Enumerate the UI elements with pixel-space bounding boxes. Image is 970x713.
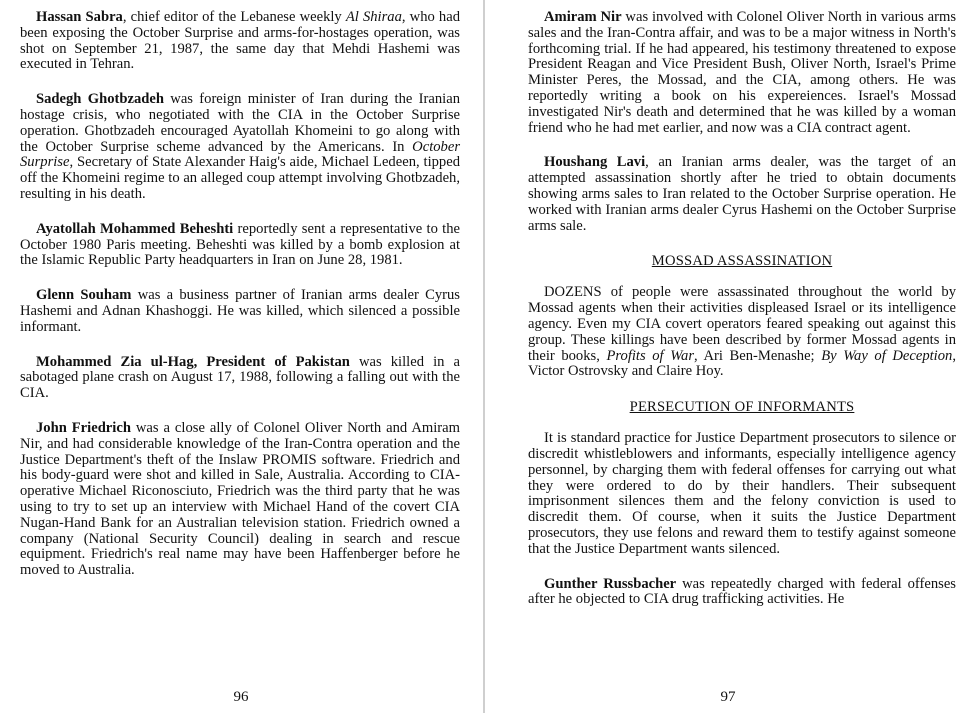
paragraph-john-friedrich: John Friedrich was a close ally of Colonel Oliver North and Amiram Nir, and had considerable knowledge of the Iran-Contra operation and the Justice Department's theft of the Inslaw PROMIS software. Friedrich and his body-guard were shot and killed in Sale, Australia. According to CIA-operative Michael Riconosciuto, Friedrich was the third party that he was using to try to set up an interview with Michael Hand of the covert CIA Nugan-Hand Bank for an Australian television station. Friedrich owned a company (National Security Council) dealing in search and rescue equipment. Friedrich's real name may have been Haffenberger before he moved to Australia. bbox=[20, 419, 460, 579]
paragraph-amiram-nir: Amiram Nir was involved with Colonel Oliver North in various arms sales and the Iran-Contra affair, and was to be a major witness in North's forthcoming trial. If he had appeared, his testimony threatened to expose President Reagan and Vice President Bush, Oliver North, Israel's Prime Minister Peres, the Mossad, and the CIA, among others. He was reportedly writing a book on his expereiences. Israel's Mossad investigated Nir's death and determined that he was killed by a woman friend who he had met earlier, and now was a CIA contract agent. bbox=[528, 9, 956, 136]
section-heading-mossad: MOSSAD ASSASSINATION bbox=[651, 253, 833, 270]
page-number-right: 97 bbox=[720, 689, 736, 705]
paragraph-glenn-souham: Glenn Souham was a business partner of Iranian arms dealer Cyrus Hashemi and Adnan Khashoggi. He was killed, which silenced a possible informant. bbox=[20, 287, 460, 335]
paragraph-houshang-lavi: Houshang Lavi, an Iranian arms dealer, was the target of an attempted assassination shortly after he tried to obtain documents showing arms sales to Iran related to the October Surprise operation. He worked with Iranian arms dealer Cyrus Hashemi on the October Surprise arms sale. bbox=[528, 154, 956, 234]
paragraph-zia-ul-hag: Mohammed Zia ul-Hag, President of Pakistan was killed in a sabotaged plane crash on August 17, 1988, following a falling out with the CIA. bbox=[20, 353, 460, 402]
right-page bbox=[486, 0, 970, 713]
paragraph-hassan-sabra: Hassan Sabra, chief editor of the Lebanese weekly Al Shiraa, who had been exposing the October Surprise and arms-for-hostages operation, was shot on September 21, 1987, the same day that Mehdi Hashemi was executed in Tehran. bbox=[20, 9, 461, 73]
paragraph-sadegh-ghotbzadeh: Sadegh Ghotbzadeh was foreign minister of Iran during the Iranian hostage crisis, who negotiated with the CIA in the October Surprise operation. Ghotbzadeh encouraged Ayatollah Khomeini to go along with the October Surprise scheme advanced by the Americans. In October Surprise, Secretary of State Alexander Haig's aide, Michael Ledeen, tipped off the Khomeini regime to an alleged coup attempt involving Ghotbzadeh, resulting in his death. bbox=[20, 91, 461, 202]
section-heading-persecution: PERSECUTION OF INFORMANTS bbox=[629, 399, 855, 416]
paragraph-gunther-russbacher: Gunther Russbacher was repeatedly charged with federal offenses after he objected to CIA drug trafficking activities. He bbox=[528, 575, 956, 608]
paragraph-beheshti: Ayatollah Mohammed Beheshti reportedly sent a representative to the October 1980 Paris meeting. Beheshti was killed by a bomb explosion at the Islamic Republic Party headquarters in Iran on June 28, 1981. bbox=[20, 220, 460, 269]
page-number-left: 96 bbox=[233, 689, 249, 705]
paragraph-persecution: It is standard practice for Justice Department prosecutors to silence or discredit whistleblowers and informants, especially intelligence agency personnel, by charging them with federal offenses for carrying out what they were ordered to do by their handlers. Their subsequent imprisonment silences them and the felony conviction is used to discredit them. Of course, when it suits the Justice Department prosecutors, they use felons and reward them to testify against someone that the Justice Department wants silenced. bbox=[528, 430, 956, 557]
paragraph-mossad: DOZENS of people were assassinated throughout the world by Mossad agents when their activities displeased Israel or its intelligence agency. Even my CIA covert operators feared speaking out against this group. These killings have been described by former Mossad agents in their books, Profits of War, Ari Ben-Menashe; By Way of Deception, Victor Ostrovsky and Claire Hoy. bbox=[528, 284, 956, 380]
left-page bbox=[0, 0, 482, 713]
page-gutter bbox=[483, 0, 485, 713]
